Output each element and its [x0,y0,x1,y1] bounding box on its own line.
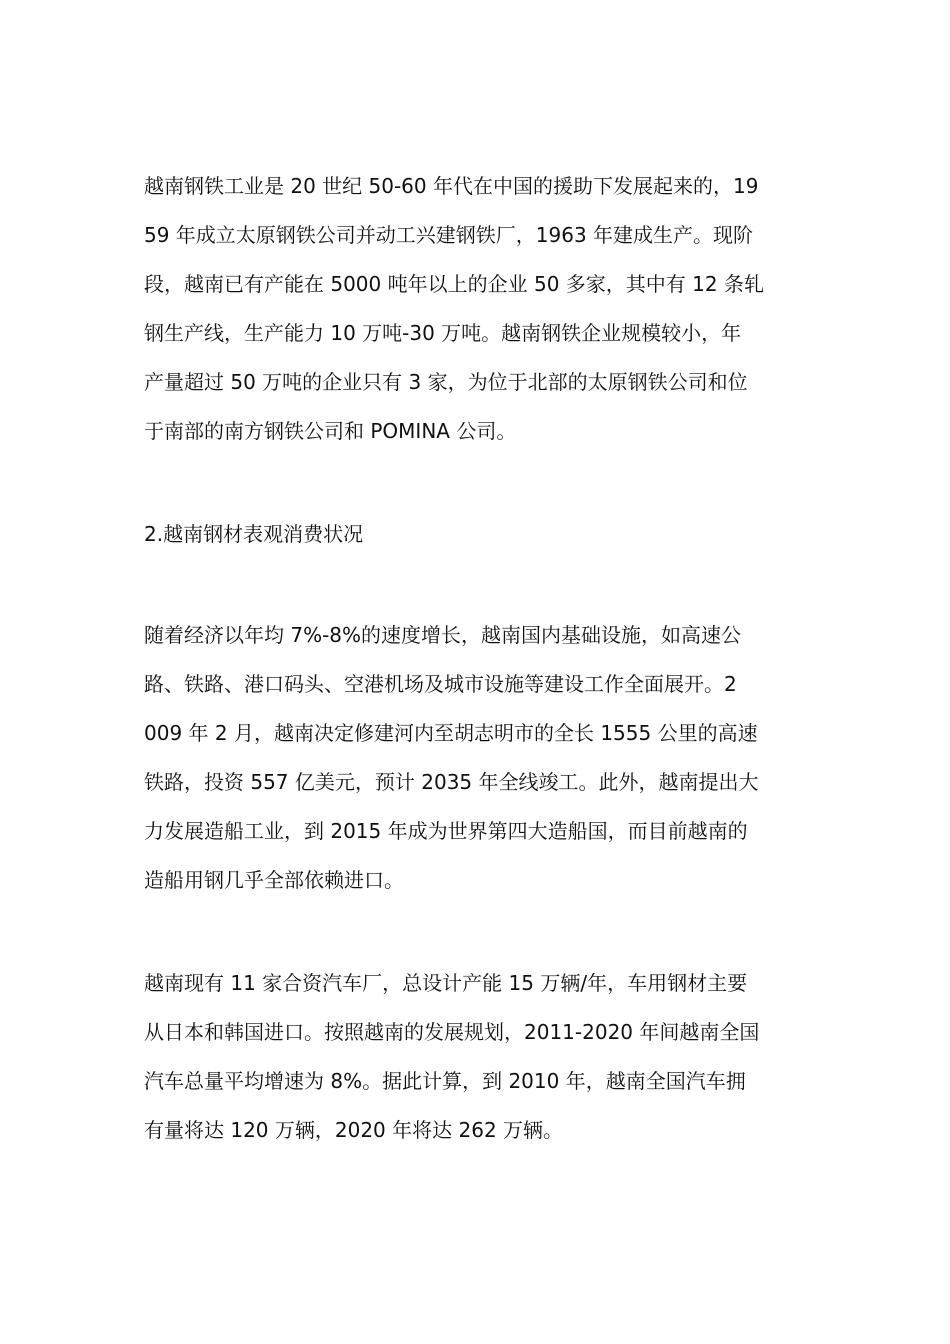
text-line: 从日本和韩国进口。按照越南的发展规划，2011-2020 年间越南全国 [144,1020,760,1044]
text-line: 汽车总量平均增速为 8%。据此计算，到 2010 年，越南全国汽车拥 [144,1069,746,1093]
text-line: 段，越南已有产能在 5000 吨年以上的企业 50 多家，其中有 12 条轧 [144,272,764,296]
text-line: 造船用钢几乎全部依赖进口。 [144,868,404,892]
text-line: 随着经济以年均 7%-8%的速度增长，越南国内基础设施，如高速公 [144,623,742,647]
text-line: 于南部的南方钢铁公司和 POMINA 公司。 [144,419,517,443]
text-line: 越南钢铁工业是 20 世纪 50-60 年代在中国的援助下发展起来的，19 [144,174,759,198]
text-line: 铁路，投资 557 亿美元，预计 2035 年全线竣工。此外，越南提出大 [144,770,759,794]
text-line: 路、铁路、港口码头、空港机场及城市设施等建设工作全面展开。2 [144,672,737,696]
text-line: 59 年成立太原钢铁公司并动工兴建钢铁厂，1963 年建成生产。现阶 [144,223,754,247]
heading-text: 2.越南钢材表观消费状况 [144,522,364,546]
text-line: 产量超过 50 万吨的企业只有 3 家，为位于北部的太原钢铁公司和位 [144,370,748,394]
text-line: 有量将达 120 万辆，2020 年将达 262 万辆。 [144,1118,564,1142]
text-line: 009 年 2 月，越南决定修建河内至胡志明市的全长 1555 公里的高速 [144,721,758,745]
text-line: 力发展造船工业，到 2015 年成为世界第四大造船国，而目前越南的 [144,819,748,843]
text-line: 越南现有 11 家合资汽车厂，总设计产能 15 万辆/年，车用钢材主要 [144,971,748,995]
text-line: 钢生产线，生产能力 10 万吨-30 万吨。越南钢铁企业规模较小，年 [144,321,742,345]
